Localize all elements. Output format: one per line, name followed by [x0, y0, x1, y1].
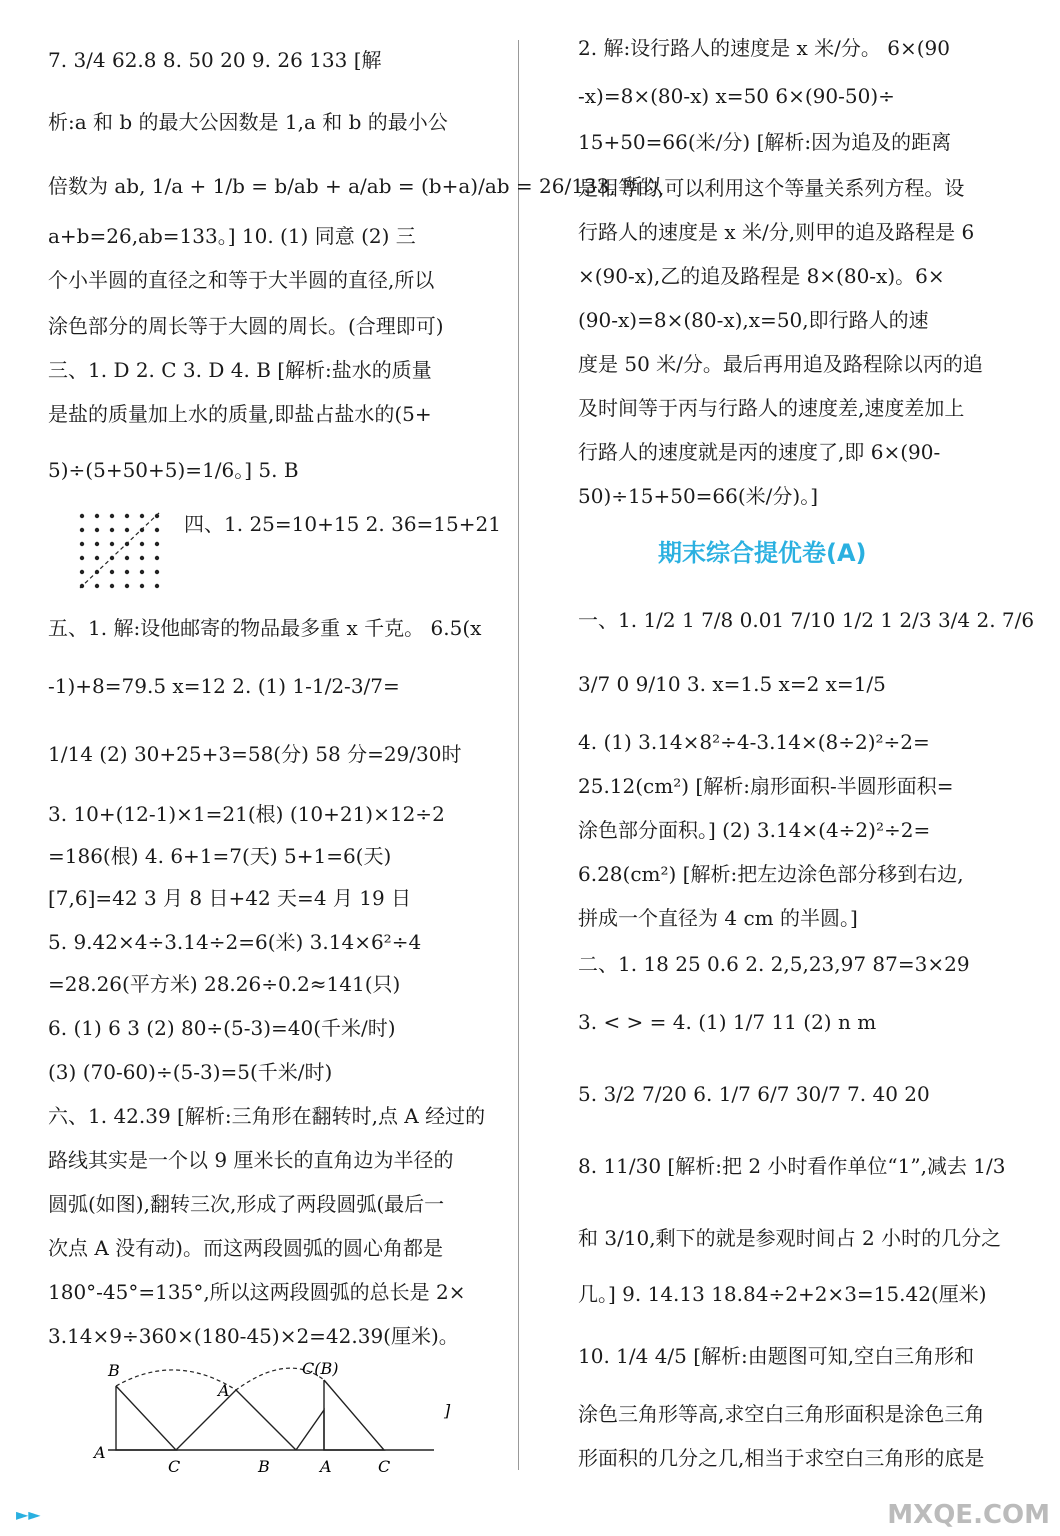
- watermark: MXQE.COM: [887, 1500, 1050, 1530]
- label-cb: C(B): [302, 1359, 339, 1378]
- answer-line: 8. 11/30 [解析:把 2 小时看作单位“1”,减去 1/3: [578, 1154, 1006, 1178]
- answer-line: 次点 A 没有动)。而这两段圆弧的圆心角都是: [48, 1236, 443, 1260]
- answer-line: 几。] 9. 14.13 18.84÷2+2×3=15.42(厘米): [578, 1282, 987, 1306]
- answer-line: ×(90-x),乙的追及路程是 8×(80-x)。6×: [578, 264, 945, 288]
- answer-line: 四、1. 25=10+15 2. 36=15+21: [184, 512, 501, 536]
- grid-dot: [110, 570, 114, 574]
- grid-dot: [125, 570, 129, 574]
- answer-line: 行路人的速度就是丙的速度了,即 6×(90-: [578, 440, 941, 464]
- grid-dot: [140, 514, 144, 518]
- grid-dot: [155, 528, 159, 532]
- answer-line: a+b=26,ab=133。] 10. (1) 同意 (2) 三: [48, 224, 416, 248]
- answer-line: 和 3/10,剩下的就是参观时间占 2 小时的几分之: [578, 1226, 1002, 1250]
- grid-dot: [110, 514, 114, 518]
- grid-dot: [80, 556, 84, 560]
- answer-line: 路线其实是一个以 9 厘米长的直角边为半径的: [48, 1148, 454, 1172]
- answer-line: (90-x)=8×(80-x),x=50,即行路人的速: [578, 308, 929, 332]
- grid-dot: [140, 556, 144, 560]
- label-a: A: [218, 1381, 230, 1400]
- answer-line: 涂色三角形等高,求空白三角形面积是涂色三角: [578, 1402, 985, 1426]
- label-c: C: [168, 1457, 181, 1476]
- label-b: B: [108, 1361, 120, 1380]
- answer-line: 3/7 0 9/10 3. x=1.5 x=2 x=1/5: [578, 672, 886, 696]
- page-arrows-icon: ►►: [16, 1505, 41, 1524]
- triangle-2: [176, 1390, 296, 1450]
- grid-dot: [125, 528, 129, 532]
- label-c: C: [378, 1457, 391, 1476]
- answer-line: 涂色部分面积。] (2) 3.14×(4÷2)²÷2=: [578, 818, 931, 842]
- section-title: 期末综合提优卷(A): [658, 539, 867, 567]
- closing-bracket: ]: [444, 1401, 451, 1420]
- answer-line: 六、1. 42.39 [解析:三角形在翻转时,点 A 经过的: [48, 1104, 486, 1128]
- answer-line: 形面积的几分之几,相当于求空白三角形的底是: [578, 1446, 985, 1470]
- answer-line: 2. 解:设行路人的速度是 x 米/分。 6×(90: [578, 36, 951, 60]
- answer-line: 及时间等于丙与行路人的速度差,速度差加上: [578, 396, 965, 420]
- answer-line: 二、1. 18 25 0.6 2. 2,5,23,97 87=3×29: [578, 952, 970, 976]
- answer-line: [7,6]=42 3 月 8 日+42 天=4 月 19 日: [48, 886, 412, 910]
- answer-line: 行路人的速度是 x 米/分,则甲的追及路程是 6: [578, 220, 975, 244]
- grid-dot: [80, 570, 84, 574]
- answer-line: =186(根) 4. 6+1=7(天) 5+1=6(天): [48, 844, 392, 868]
- grid-dot: [110, 584, 114, 588]
- answer-line: 10. 1/4 4/5 [解析:由题图可知,空白三角形和: [578, 1344, 975, 1368]
- answer-line: -x)=8×(80-x) x=50 6×(90-50)÷: [578, 84, 895, 108]
- answer-line: 是盐的质量加上水的质量,即盐占盐水的(5+: [48, 402, 432, 426]
- grid-dot: [140, 570, 144, 574]
- grid-dot: [125, 514, 129, 518]
- grid-dot: [155, 542, 159, 546]
- column-divider: [518, 40, 519, 1470]
- grid-dot: [80, 514, 84, 518]
- grid-dot: [95, 584, 99, 588]
- grid-dot: [140, 542, 144, 546]
- grid-dot: [110, 528, 114, 532]
- answer-line: 三、1. D 2. C 3. D 4. B [解析:盐水的质量: [48, 358, 432, 382]
- answer-line: 6. (1) 6 3 (2) 80÷(5-3)=40(千米/时): [48, 1016, 396, 1040]
- grid-dot: [155, 584, 159, 588]
- grid-dot: [125, 584, 129, 588]
- answer-line: -1)+8=79.5 x=12 2. (1) 1-1/2-3/7=: [48, 674, 400, 698]
- grid-dot: [80, 542, 84, 546]
- answer-line: 5. 9.42×4÷3.14÷2=6(米) 3.14×6²÷4: [48, 930, 422, 954]
- answer-line: 3. < > = 4. (1) 1/7 11 (2) n m: [578, 1010, 877, 1034]
- grid-dot: [155, 570, 159, 574]
- answer-line: 圆弧(如图),翻转三次,形成了两段圆弧(最后一: [48, 1192, 445, 1216]
- dashed-diagonal: [80, 512, 160, 588]
- grid-dot: [95, 528, 99, 532]
- answer-line: 是相等的,可以利用这个等量关系列方程。设: [578, 176, 965, 200]
- answer-line: 5. 3/2 7/20 6. 1/7 6/7 30/7 7. 40 20: [578, 1082, 930, 1106]
- answer-line: 涂色部分的周长等于大圆的周长。(合理即可): [48, 314, 444, 338]
- answer-line: 度是 50 米/分。最后再用追及路程除以丙的追: [578, 352, 983, 376]
- grid-dot: [125, 556, 129, 560]
- answer-line: 1/14 (2) 30+25+3=58(分) 58 分=29/30时: [48, 742, 462, 766]
- answer-line: 拼成一个直径为 4 cm 的半圆。]: [578, 906, 858, 930]
- grid-dot: [140, 584, 144, 588]
- grid-dot: [155, 556, 159, 560]
- answer-line: (3) (70-60)÷(5-3)=5(千米/时): [48, 1060, 333, 1084]
- answer-line: 25.12(cm²) [解析:扇形面积-半圆形面积=: [578, 774, 954, 798]
- answer-line: 一、1. 1/2 1 7/8 0.01 7/10 1/2 1 2/3 3/4 2. 7/6: [578, 608, 1035, 632]
- answer-line: 180°-45°=135°,所以这两段圆弧的总长是 2×: [48, 1280, 466, 1304]
- answer-line: 6.28(cm²) [解析:把左边涂色部分移到右边,: [578, 862, 964, 886]
- label-b: B: [258, 1457, 270, 1476]
- answer-line: 4. (1) 3.14×8²÷4-3.14×(8÷2)²÷2=: [578, 730, 930, 754]
- answer-line: 五、1. 解:设他邮寄的物品最多重 x 千克。 6.5(x: [48, 616, 482, 640]
- answer-line: 50)÷15+50=66(米/分)。]: [578, 484, 819, 508]
- triangle-1: [116, 1386, 176, 1450]
- grid-dot: [95, 556, 99, 560]
- answer-line: 5)÷(5+50+5)=1/6。] 5. B: [48, 458, 299, 482]
- answer-line: =28.26(平方米) 28.26÷0.2≈141(只): [48, 972, 401, 996]
- grid-dot: [80, 528, 84, 532]
- answer-line: 15+50=66(米/分) [解析:因为追及的距离: [578, 130, 952, 154]
- grid-dot: [110, 542, 114, 546]
- triangle-3: [296, 1410, 324, 1450]
- triangle-4: [324, 1380, 384, 1450]
- answer-line: 3. 10+(12-1)×1=21(根) (10+21)×12÷2: [48, 802, 445, 826]
- answer-line: 7. 3/4 62.8 8. 50 20 9. 26 133 [解: [48, 48, 382, 72]
- grid-dot: [95, 514, 99, 518]
- label-a: A: [94, 1443, 106, 1462]
- label-a: A: [320, 1457, 332, 1476]
- grid-dot: [95, 542, 99, 546]
- triangle-roll-figure: [88, 1358, 508, 1478]
- dot-array-figure: [76, 510, 172, 594]
- answer-line: 个小半圆的直径之和等于大半圆的直径,所以: [48, 268, 435, 292]
- answer-line: 3.14×9÷360×(180-45)×2=42.39(厘米)。: [48, 1324, 459, 1348]
- answer-line: 倍数为 ab, 1/a + 1/b = b/ab + a/ab = (b+a)/ab = 26/133, 所以: [48, 174, 663, 198]
- answer-line: 析:a 和 b 的最大公因数是 1,a 和 b 的最小公: [48, 110, 448, 134]
